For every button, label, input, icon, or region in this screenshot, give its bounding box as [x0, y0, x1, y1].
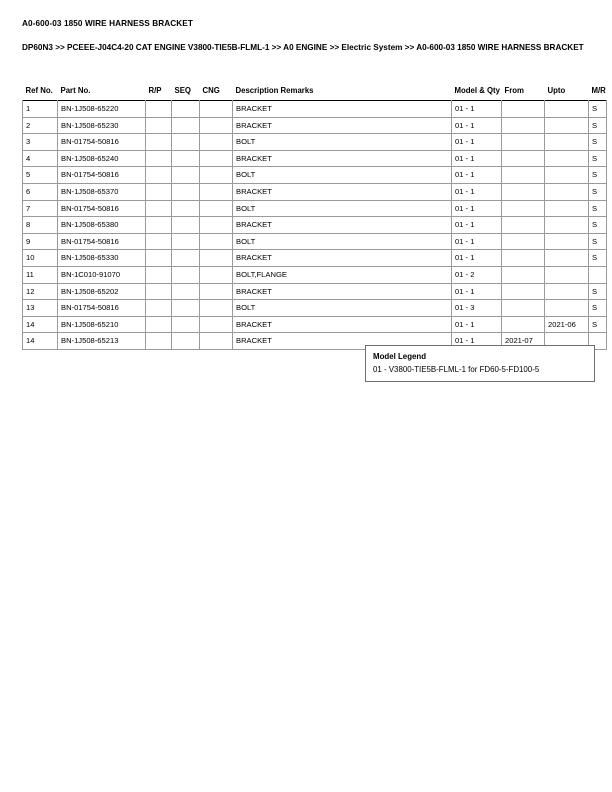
cell-rp — [146, 300, 172, 317]
cell-desc: BRACKET — [233, 250, 452, 267]
cell-part: BN-01754-50816 — [58, 233, 146, 250]
cell-model: 01 - 1 — [452, 167, 502, 184]
cell-part: BN-01754-50816 — [58, 167, 146, 184]
cell-seq — [172, 250, 200, 267]
cell-seq — [172, 283, 200, 300]
cell-upto — [545, 200, 589, 217]
cell-mr: S — [589, 101, 607, 118]
cell-upto — [545, 134, 589, 151]
cell-model: 01 - 1 — [452, 200, 502, 217]
cell-model: 01 - 1 — [452, 183, 502, 200]
cell-cng — [200, 333, 233, 350]
table-row — [23, 167, 607, 184]
cell-desc: BRACKET — [233, 150, 452, 167]
cell-cng — [200, 266, 233, 283]
cell-desc: BOLT,FLANGE — [233, 266, 452, 283]
cell-cng — [200, 183, 233, 200]
cell-from — [502, 200, 545, 217]
cell-model: 01 - 1 — [452, 150, 502, 167]
model-legend-entry: 01 - V3800-TIE5B-FLML-1 for FD60-5-FD100-5 — [373, 365, 540, 374]
cell-from — [502, 316, 545, 333]
column-header-model-qty: Model & Qty — [454, 86, 500, 95]
table-row — [23, 217, 607, 234]
cell-upto — [545, 300, 589, 317]
cell-cng — [200, 300, 233, 317]
cell-model: 01 - 1 — [452, 333, 502, 350]
cell-cng — [200, 117, 233, 134]
cell-ref: 7 — [23, 200, 58, 217]
cell-desc: BRACKET — [233, 333, 452, 350]
cell-rp — [146, 283, 172, 300]
cell-rp — [146, 333, 172, 350]
cell-ref: 4 — [23, 150, 58, 167]
table-row — [23, 316, 607, 333]
cell-mr: S — [589, 250, 607, 267]
cell-rp — [146, 167, 172, 184]
cell-ref: 2 — [23, 117, 58, 134]
page-title: A0-600-03 1850 WIRE HARNESS BRACKET — [22, 19, 193, 28]
cell-seq — [172, 134, 200, 151]
cell-from — [502, 283, 545, 300]
cell-seq — [172, 101, 200, 118]
cell-rp — [146, 250, 172, 267]
parts-table-container — [22, 86, 606, 350]
cell-ref: 5 — [23, 167, 58, 184]
model-legend — [365, 345, 595, 382]
cell-mr: S — [589, 217, 607, 234]
parts-table — [22, 86, 607, 350]
cell-model: 01 - 1 — [452, 101, 502, 118]
cell-ref: 6 — [23, 183, 58, 200]
cell-from — [502, 250, 545, 267]
cell-from — [502, 233, 545, 250]
cell-from — [502, 117, 545, 134]
cell-seq — [172, 167, 200, 184]
cell-mr: S — [589, 316, 607, 333]
cell-upto — [545, 233, 589, 250]
cell-seq — [172, 266, 200, 283]
cell-ref: 14 — [23, 333, 58, 350]
cell-rp — [146, 134, 172, 151]
cell-model: 01 - 1 — [452, 217, 502, 234]
cell-upto — [545, 150, 589, 167]
cell-mr: S — [589, 167, 607, 184]
cell-rp — [146, 150, 172, 167]
parts-table-header-row — [23, 86, 607, 101]
cell-mr — [589, 266, 607, 283]
cell-cng — [200, 233, 233, 250]
cell-mr: S — [589, 117, 607, 134]
cell-mr: S — [589, 183, 607, 200]
cell-model: 01 - 1 — [452, 316, 502, 333]
cell-part: BN-1C010-91070 — [58, 266, 146, 283]
cell-seq — [172, 300, 200, 317]
cell-cng — [200, 200, 233, 217]
cell-upto — [545, 167, 589, 184]
cell-desc: BOLT — [233, 300, 452, 317]
cell-desc: BRACKET — [233, 283, 452, 300]
column-header-upto: Upto — [547, 86, 566, 95]
cell-ref: 12 — [23, 283, 58, 300]
cell-cng — [200, 150, 233, 167]
table-row — [23, 117, 607, 134]
cell-desc: BRACKET — [233, 217, 452, 234]
cell-part: BN-1J508-65230 — [58, 117, 146, 134]
cell-from — [502, 101, 545, 118]
column-header-seq: SEQ — [174, 86, 191, 95]
cell-mr: S — [589, 200, 607, 217]
cell-rp — [146, 217, 172, 234]
column-header-ref-no: Ref No. — [25, 86, 53, 95]
cell-model: 01 - 1 — [452, 134, 502, 151]
table-row — [23, 134, 607, 151]
cell-ref: 3 — [23, 134, 58, 151]
cell-mr: S — [589, 233, 607, 250]
cell-upto — [545, 101, 589, 118]
cell-desc: BRACKET — [233, 316, 452, 333]
column-header-cng: CNG — [202, 86, 220, 95]
cell-rp — [146, 233, 172, 250]
cell-ref: 11 — [23, 266, 58, 283]
cell-from: 2021-07 — [502, 333, 545, 350]
cell-ref: 10 — [23, 250, 58, 267]
column-header-rp: R/P — [148, 86, 162, 95]
table-row — [23, 283, 607, 300]
parts-table-body — [23, 101, 607, 350]
cell-desc: BOLT — [233, 200, 452, 217]
cell-model: 01 - 1 — [452, 283, 502, 300]
model-legend-title: Model Legend — [373, 352, 427, 361]
cell-seq — [172, 150, 200, 167]
table-row — [23, 250, 607, 267]
cell-desc: BRACKET — [233, 117, 452, 134]
column-header-description-remarks: Description Remarks — [235, 86, 314, 95]
cell-from — [502, 167, 545, 184]
cell-rp — [146, 316, 172, 333]
cell-model: 01 - 1 — [452, 233, 502, 250]
cell-rp — [146, 183, 172, 200]
cell-desc: BOLT — [233, 233, 452, 250]
cell-model: 01 - 1 — [452, 250, 502, 267]
cell-from — [502, 300, 545, 317]
cell-cng — [200, 101, 233, 118]
cell-mr: S — [589, 283, 607, 300]
cell-upto — [545, 217, 589, 234]
cell-cng — [200, 316, 233, 333]
cell-from — [502, 150, 545, 167]
breadcrumb: DP60N3 >> PCEEE-J04C4-20 CAT ENGINE V3800-TIE5B-FLML-1 >> A0 ENGINE >> Electric System >> A0-600-03 1850 WIRE HARNESS BRACKET — [22, 43, 584, 52]
cell-model: 01 - 1 — [452, 117, 502, 134]
cell-part: BN-01754-50816 — [58, 134, 146, 151]
cell-cng — [200, 134, 233, 151]
table-row — [23, 150, 607, 167]
cell-rp — [146, 200, 172, 217]
cell-ref: 13 — [23, 300, 58, 317]
cell-seq — [172, 200, 200, 217]
column-header-mr: M/R — [591, 86, 606, 95]
cell-part: BN-1J508-65220 — [58, 101, 146, 118]
cell-upto — [545, 266, 589, 283]
parts-table-head — [23, 86, 607, 101]
table-row — [23, 101, 607, 118]
cell-rp — [146, 117, 172, 134]
cell-ref: 8 — [23, 217, 58, 234]
table-row — [23, 266, 607, 283]
cell-seq — [172, 316, 200, 333]
table-row — [23, 183, 607, 200]
column-header-from: From — [504, 86, 524, 95]
table-row — [23, 233, 607, 250]
cell-cng — [200, 217, 233, 234]
cell-part: BN-1J508-65380 — [58, 217, 146, 234]
cell-part: BN-1J508-65240 — [58, 150, 146, 167]
cell-part: BN-1J508-65330 — [58, 250, 146, 267]
cell-upto — [545, 117, 589, 134]
cell-upto — [545, 183, 589, 200]
cell-mr: S — [589, 134, 607, 151]
cell-from — [502, 134, 545, 151]
cell-seq — [172, 333, 200, 350]
cell-part: BN-1J508-65210 — [58, 316, 146, 333]
cell-part: BN-01754-50816 — [58, 300, 146, 317]
cell-seq — [172, 233, 200, 250]
cell-from — [502, 266, 545, 283]
cell-rp — [146, 266, 172, 283]
table-row — [23, 200, 607, 217]
cell-desc: BOLT — [233, 134, 452, 151]
cell-model: 01 - 2 — [452, 266, 502, 283]
cell-cng — [200, 167, 233, 184]
cell-cng — [200, 283, 233, 300]
cell-upto — [545, 250, 589, 267]
cell-model: 01 - 3 — [452, 300, 502, 317]
cell-cng — [200, 250, 233, 267]
cell-upto: 2021-06 — [545, 316, 589, 333]
cell-seq — [172, 183, 200, 200]
cell-seq — [172, 217, 200, 234]
cell-part: BN-01754-50816 — [58, 200, 146, 217]
cell-from — [502, 217, 545, 234]
cell-ref: 14 — [23, 316, 58, 333]
cell-ref: 1 — [23, 101, 58, 118]
cell-part: BN-1J508-65370 — [58, 183, 146, 200]
cell-part: BN-1J508-65202 — [58, 283, 146, 300]
cell-upto — [545, 283, 589, 300]
cell-rp — [146, 101, 172, 118]
cell-from — [502, 183, 545, 200]
cell-part: BN-1J508-65213 — [58, 333, 146, 350]
cell-desc: BOLT — [233, 167, 452, 184]
cell-mr: S — [589, 150, 607, 167]
cell-desc: BRACKET — [233, 101, 452, 118]
table-row — [23, 300, 607, 317]
cell-desc: BRACKET — [233, 183, 452, 200]
cell-seq — [172, 117, 200, 134]
cell-mr: S — [589, 300, 607, 317]
column-header-part-no: Part No. — [60, 86, 91, 95]
cell-ref: 9 — [23, 233, 58, 250]
